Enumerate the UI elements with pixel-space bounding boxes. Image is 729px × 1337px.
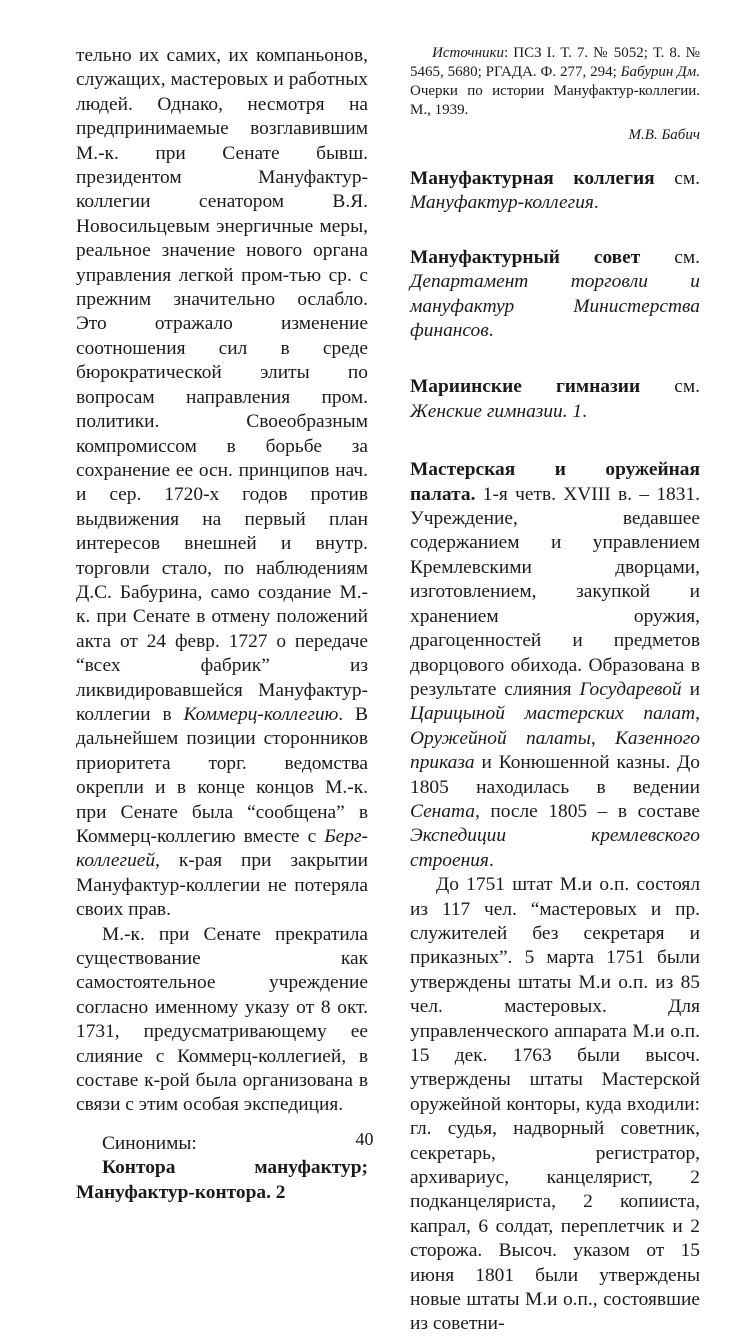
entry-2-title: Мануфактурный совет <box>410 246 641 268</box>
entry-manufakturnaya-kollegiya <box>410 167 700 216</box>
entry-4-ref-6: Экспедиции кремлевского строения <box>410 825 700 871</box>
entry-4-ref-5: Сената <box>410 800 475 822</box>
entry-4-comma-2: , <box>590 727 596 749</box>
left-p1-end: , к-рая при закрытии Мануфактур-коллегии не потеряла своих прав. <box>76 850 368 921</box>
entry-4-title: Мастерская и оружейная палата. <box>410 459 700 505</box>
entry-masterskaya-palata <box>410 458 700 873</box>
entry-4-end: . <box>488 849 494 871</box>
entry-3-end: . <box>582 400 587 422</box>
left-paragraph-1 <box>76 44 368 923</box>
entry-3-ref: Женские гимназии. 1 <box>410 400 583 422</box>
entry-manufakturny-sovet <box>410 246 700 344</box>
synonyms-label: Синонимы: <box>102 1132 197 1154</box>
entry-1-end: . <box>593 192 599 214</box>
entry-4-text-3: , после 1805 – в составе <box>474 800 700 822</box>
entry-3-title: Мариинские гимназии <box>410 376 641 398</box>
entry-1-ref: Мануфактур-коллегия <box>410 192 594 214</box>
entry-1-see: см. <box>674 168 700 189</box>
entry-2-see: см. <box>674 246 700 268</box>
entry-2-ref: Департамент торговли и мануфактур Министерства финансов <box>410 271 700 342</box>
left-p1-mid: . В дальнейшем позиции сторонников приоритета торг. ведомства окрепли и в конце концов М.-к. при Сенате была “сообщена” в Коммерц-коллегию вместе с <box>76 703 368 847</box>
entry-2-end: . <box>488 320 494 342</box>
sources-author-ref: Бабурин Дм. <box>620 64 700 80</box>
sources-text: : ПСЗ I. Т. 7. № 5052; Т. 8. № 5465, 5680; РГАДА. Ф. 277, 294; <box>410 45 700 80</box>
entry-4-ref-1: Государевой <box>579 678 682 700</box>
entry-4-and: и <box>689 678 700 700</box>
synonyms-text <box>76 1156 368 1205</box>
sources-tail: Очерки по истории Мануфактур-коллегии. М., 1939. <box>410 83 700 118</box>
left-column <box>76 44 368 1205</box>
left-paragraph-2: М.-к. при Сенате прекратила существование как самостоятельное учреждение согласно именному указу от 8 окт. 1731, предусматривающему ее слияние с Коммерц-коллегией, в составе к-рой была организована в связи с этим особая экспедиция. <box>76 923 368 1116</box>
left-p1-text: тельно их самих, их компаньонов, служащих, мастеровых и работных людей. Однако, несмотря на предпринимаемые возглавившим М.-к. при Сенате бывш. президентом Мануфактур-коллегии сенатором В.Я. Новосильцевым энергичные меры, реальное значение нового органа управления легкой пром-тью ср. с прежним значительно ослабло. Это отражало изменение соотношения сил в среде бюрократической элиты по вопросам направления пром. политики. Своеобразным компромиссом в борьбе за сохранение ее осн. принципов нач. и сер. 1720-х годов против выдвижения на первый план интересов внешней и внутр. торговли стало, по наблюдениям Д.С. Бабурина, само создание М.-к. при Сенате в отмену положений акта от 24 февр. 1727 о передаче “всех фабрик” из ликвидировавшейся Мануфактур-коллегии в <box>76 45 368 725</box>
sources-block <box>410 44 700 120</box>
entry-1-title: Мануфактурная коллегия <box>410 168 655 189</box>
entry-4-ref-3: Оружейной палаты <box>410 727 591 749</box>
entry-4-comma-1: , <box>695 703 700 725</box>
ref-berg-kollegiya: Берг-коллегией <box>76 826 368 872</box>
synonyms-bold: Контора мануфактур; Мануфактур-контора. 2 <box>76 1157 368 1203</box>
entry-4-text-2: и Конюшенной казны. До 1805 находилась в ведении <box>410 752 700 798</box>
entry-4-text-1: 1-я четв. XVIII в. – 1831. Учреждение, ведавшее содержанием и управлением Кремлевскими дворцами, изготовлением, закупкой и хранением оружия, драгоценностей и предметов дворцового обихода. Образована в результате слияния <box>410 483 700 700</box>
entry-4-ref-2: Царицыной мастерских палат <box>410 703 696 725</box>
right-paragraph-2: До 1751 штат М.и о.п. состоял из 117 чел. “мастеровых и пр. служителей без секретаря и приказных”. 5 марта 1751 были утверждены штаты М.и о.п. из 85 чел. мастеровых. Для управленческого аппарата М.и о.п. 15 дек. 1763 были высоч. утверждены штаты Мастерской оружейной конторы, куда входили: гл. судья, надворный советник, секретарь, регистратор, архивариус, канцелярист, 2 подканцеляриста, 2 копииста, капрал, 6 солдат, переплетчик и 2 сторожа. Высоч. указом от 15 июня 1801 были утверждены новые штаты М.и о.п., состоявшие из советни- <box>410 874 700 1335</box>
entry-4-ref-4: Казенного приказа <box>410 727 700 774</box>
entry-mariinskie-gimnazii <box>410 375 700 424</box>
sources-label: Источники <box>432 45 505 61</box>
article-author: М.В. Бабич <box>628 127 700 143</box>
page-number: 40 <box>355 1129 374 1149</box>
entry-3-see: см. <box>674 376 700 398</box>
ref-kommerts-kollegiya: Коммерц-коллегию <box>183 703 339 725</box>
